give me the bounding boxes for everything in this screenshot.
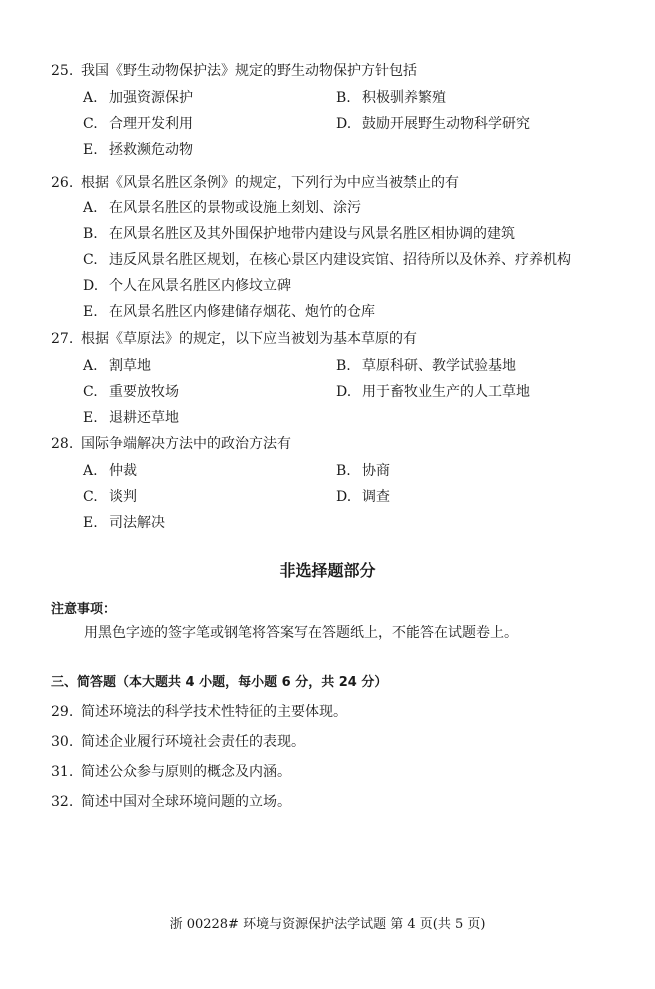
option-text: 草原科研、教学试验基地 — [362, 358, 516, 374]
option-letter: D. — [336, 489, 352, 505]
option-text: 个人在风景名胜区内修坟立碑 — [109, 278, 291, 294]
question-text: 根据《风景名胜区条例》的规定，下列行为中应当被禁止的有 — [81, 175, 459, 191]
question-30 — [51, 731, 305, 751]
question-text: 简述公众参与原则的概念及内涵。 — [81, 764, 291, 780]
option-e — [83, 512, 165, 532]
option-e — [83, 407, 179, 427]
option-letter: B. — [336, 358, 351, 374]
option-d — [336, 381, 530, 401]
option-text: 司法解决 — [109, 515, 165, 531]
option-letter: C. — [83, 252, 98, 268]
option-b — [336, 355, 516, 375]
question-26 — [51, 172, 459, 192]
option-text: 合理开发利用 — [109, 116, 193, 132]
option-letter: E. — [83, 410, 98, 426]
part-heading: 三、简答题（本大题共 4 小题，每小题 6 分，共 24 分） — [51, 675, 388, 690]
option-c — [83, 249, 571, 269]
option-text: 鼓励开展野生动物科学研究 — [362, 116, 530, 132]
option-a — [83, 355, 151, 375]
question-number: 28. — [51, 436, 74, 452]
page-footer: 浙 00228# 环境与资源保护法学试题 第 4 页(共 5 页) — [169, 917, 486, 932]
option-e — [83, 139, 193, 159]
option-b — [336, 460, 390, 480]
question-29 — [51, 701, 347, 721]
option-text: 在风景名胜区及其外围保护地带内建设与风景名胜区相协调的建筑 — [109, 226, 515, 242]
question-number: 29. — [51, 704, 74, 720]
option-text: 仲裁 — [109, 463, 137, 479]
option-text: 用于畜牧业生产的人工草地 — [362, 384, 530, 400]
option-text: 加强资源保护 — [109, 90, 193, 106]
question-31 — [51, 761, 291, 781]
question-text: 国际争端解决方法中的政治方法有 — [81, 436, 291, 452]
question-number: 26. — [51, 175, 74, 191]
option-text: 拯救濒危动物 — [109, 142, 193, 158]
option-c — [83, 381, 179, 401]
question-number: 32. — [51, 794, 74, 810]
option-a — [83, 87, 193, 107]
option-letter: D. — [83, 278, 99, 294]
option-b — [83, 223, 515, 243]
question-text: 简述中国对全球环境问题的立场。 — [81, 794, 291, 810]
option-text: 在风景名胜区的景物或设施上刻划、涂污 — [109, 200, 361, 216]
option-letter: C. — [83, 116, 98, 132]
option-letter: B. — [336, 463, 351, 479]
option-a — [83, 460, 137, 480]
option-letter: E. — [83, 304, 98, 320]
option-letter: A. — [83, 463, 98, 479]
option-letter: A. — [83, 200, 98, 216]
option-letter: A. — [83, 358, 98, 374]
option-text: 违反风景名胜区规划，在核心景区内建设宾馆、招待所以及休养、疗养机构 — [109, 252, 571, 268]
option-text: 割草地 — [109, 358, 151, 374]
question-text: 根据《草原法》的规定，以下应当被划为基本草原的有 — [81, 331, 417, 347]
option-letter: E. — [83, 142, 98, 158]
question-number: 25. — [51, 63, 74, 79]
option-d — [336, 113, 530, 133]
option-e — [83, 301, 375, 321]
option-text: 退耕还草地 — [109, 410, 179, 426]
question-27 — [51, 328, 417, 348]
option-text: 调查 — [362, 489, 390, 505]
option-letter: B. — [336, 90, 351, 106]
option-a — [83, 197, 361, 217]
question-text: 我国《野生动物保护法》规定的野生动物保护方针包括 — [81, 63, 417, 79]
option-text: 在风景名胜区内修建储存烟花、炮竹的仓库 — [109, 304, 375, 320]
question-28 — [51, 433, 291, 453]
option-d — [83, 275, 291, 295]
option-c — [83, 113, 193, 133]
question-number: 30. — [51, 734, 74, 750]
notice-body: 用黑色字迹的签字笔或钢笔将答案写在答题纸上，不能答在试题卷上。 — [84, 625, 518, 641]
option-letter: D. — [336, 384, 352, 400]
option-letter: D. — [336, 116, 352, 132]
question-text: 简述企业履行环境社会责任的表现。 — [81, 734, 305, 750]
notice-heading: 注意事项： — [51, 602, 117, 617]
option-d — [336, 486, 390, 506]
question-number: 31. — [51, 764, 74, 780]
option-text: 重要放牧场 — [109, 384, 179, 400]
question-25 — [51, 60, 417, 80]
option-letter: C. — [83, 489, 98, 505]
question-32 — [51, 791, 291, 811]
option-text: 谈判 — [109, 489, 137, 505]
option-letter: E. — [83, 515, 98, 531]
option-text: 积极驯养繁殖 — [362, 90, 446, 106]
option-letter: A. — [83, 90, 98, 106]
option-c — [83, 486, 137, 506]
section-title: 非选择题部分 — [279, 561, 376, 580]
option-b — [336, 87, 446, 107]
option-text: 协商 — [362, 463, 390, 479]
question-text: 简述环境法的科学技术性特征的主要体现。 — [81, 704, 347, 720]
question-number: 27. — [51, 331, 74, 347]
option-letter: B. — [83, 226, 98, 242]
option-letter: C. — [83, 384, 98, 400]
